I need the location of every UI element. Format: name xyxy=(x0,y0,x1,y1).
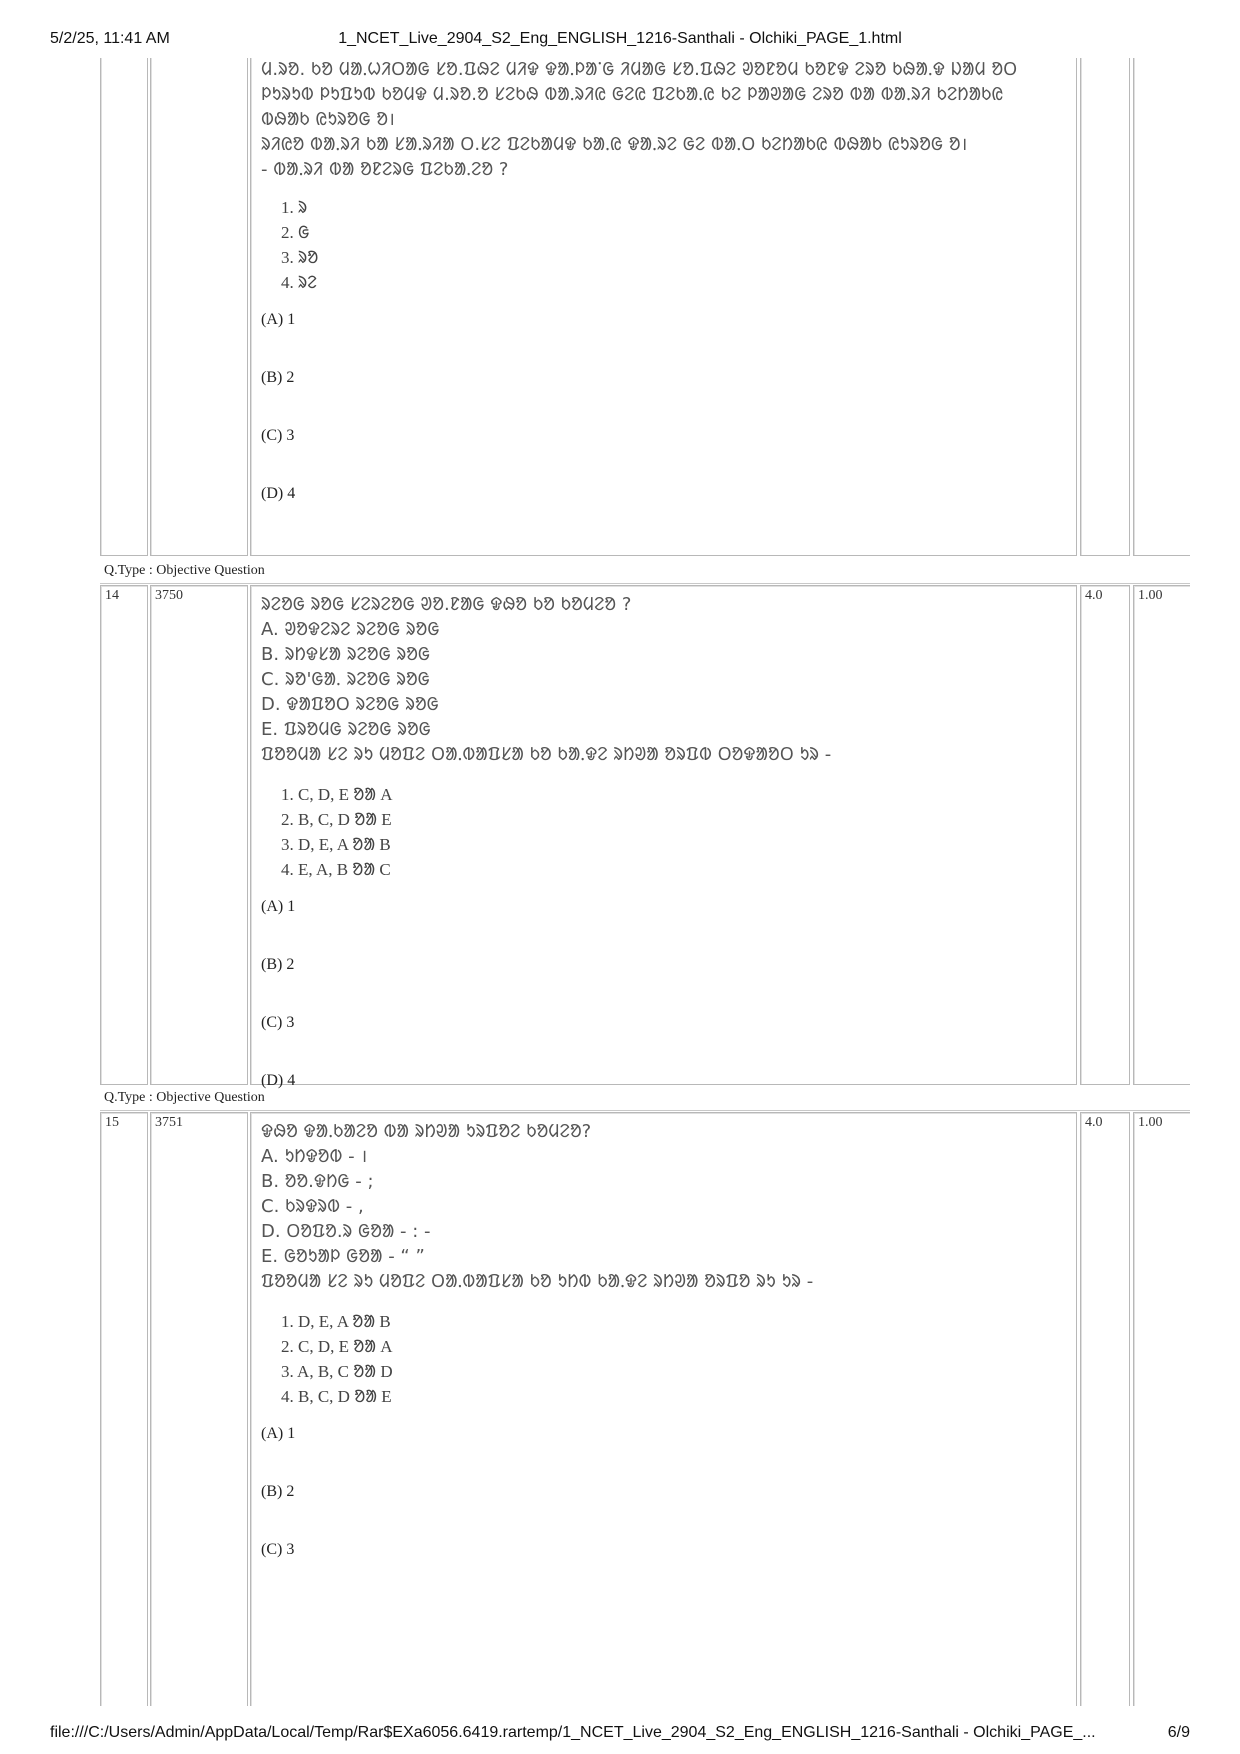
question-id: 3751 xyxy=(155,1115,183,1130)
print-footer xyxy=(0,1724,1240,1746)
question-text: ᱢ.ᱨᱚ. ᱠᱚ ᱢᱟᱹᱦᱤᱛᱟᱜ ᱥᱚ.ᱯᱷᱮ ᱢᱤᱫ ᱫᱟᱹᱞᱟᱸᱜ ᱤᱢᱟᱜ ᱥᱚ.ᱯᱷᱮ ᱣᱚᱱᱚᱢ ᱠᱚᱱᱫ ᱮᱨᱚ ᱠᱷᱟᱹᱫ ᱡᱟᱢ ᱚᱛ ᱞᱩᱨᱩᱵ ᱞᱩᱯᱩᱵ ᱠᱚᱢᱫ ᱢ.ᱨᱚ.ᱚ ᱥᱮᱠᱷ ᱵᱟᱹᱨᱤᱭ ᱜᱮᱭ ᱯᱮᱠᱟᱹᱭ ᱠᱮ ᱞᱟᱣᱟᱜ ᱮᱨᱚ ᱵᱟ ᱵᱟᱹᱨᱤ ᱠᱮᱴᱟᱠᱭ ᱵᱷᱟᱠ ᱭᱩᱨᱚᱜ ᱚ। ᱨᱤᱭᱚ ᱵᱟᱹᱨᱤ ᱠᱟ ᱥᱟᱹᱨᱤᱟ ᱛ.ᱥᱮ ᱯᱮᱠᱟᱢᱫ ᱠᱟᱹᱭ ᱫᱟᱹᱨᱮ ᱜᱮ ᱵᱟᱹᱛ ᱠᱮᱴᱟᱠᱭ ᱵᱷᱟᱠ ᱭᱩᱨᱚᱜ ᱚ। - ᱵᱟᱹᱨᱤ ᱵᱟ ᱚᱱᱮᱨᱜ ᱯᱮᱠᱟᱹᱮᱚ ? xyxy=(261,59,1018,180)
print-title: 1_NCET_Live_2904_S2_Eng_ENGLISH_1216-Santhali - Olchiki_PAGE_1.html xyxy=(338,30,902,47)
question-text: ᱨᱮᱚᱜ ᱨᱚᱜ ᱥᱮᱨᱮᱚᱜ ᱣᱚ.ᱱᱟᱜ ᱫᱷᱚ ᱠᱚ ᱠᱚᱢᱮᱚ ? A. ᱣᱚᱫᱮᱨᱮ ᱨᱮᱚᱜ ᱨᱚᱜ B. ᱨᱴᱫᱥᱟ ᱨᱮᱚᱜ ᱨᱚᱜ C. ᱨᱚ'ᱜᱟᱹ ᱨᱮᱚᱜ ᱨᱚᱜ D. ᱫᱟᱯᱚᱛ ᱨᱮᱚᱜ ᱨᱚᱜ E. ᱯᱨᱚᱢᱜ ᱨᱮᱚᱜ ᱨᱚᱜ ᱯᱚᱚᱢᱟ ᱥᱮ ᱨᱩ ᱢᱚᱯᱮ ᱛᱟᱹᱵᱟᱯᱥᱟ ᱠᱚ ᱠᱟᱹᱫᱮ ᱨᱴᱣᱟ ᱚᱨᱯᱵ ᱛᱚᱫᱟᱚᱛ ᱩᱨ - xyxy=(261,594,832,765)
question-sheet xyxy=(100,58,1190,1706)
question-number: 15 xyxy=(105,1115,119,1130)
question-body-cell xyxy=(250,58,1077,556)
question-15-row xyxy=(100,1112,1190,1706)
qid-cell xyxy=(150,1112,248,1706)
qid-cell xyxy=(150,58,248,556)
qnum-cell xyxy=(100,585,148,1085)
print-header xyxy=(0,30,1240,52)
question-options: 1. C, D, E ᱚᱟ A 2. B, C, D ᱚᱟ E 3. D, E, A ᱚᱟ B 4. E, A, B ᱚᱟ C xyxy=(281,785,393,879)
qtype-label: Q.Type : Objective Question xyxy=(104,1090,265,1105)
negative-value: 1.00 xyxy=(1138,588,1163,603)
qtype-label: Q.Type : Objective Question xyxy=(104,563,265,578)
answer-choices: (A) 1 (B) 2 (C) 3 xyxy=(261,1425,296,1558)
question-13-row xyxy=(100,58,1190,558)
marks-cell xyxy=(1080,585,1130,1085)
qid-cell xyxy=(150,585,248,1085)
question-text: ᱫᱷᱚ ᱫᱟᱹᱠᱟᱮᱚ ᱵᱟ ᱨᱴᱣᱟ ᱩᱨᱯᱚᱮ ᱠᱚᱢᱮᱚ? A. ᱩᱴᱫᱚᱵ - । B. ᱚᱚ.ᱫᱴᱜ - ; C. ᱠᱨᱫᱨᱵ - , D. ᱛᱚᱯᱚ.ᱨ ᱜᱚᱟ - : - E. ᱜᱚᱩᱟᱞ ᱜᱚᱟ - “ ” ᱯᱚᱚᱢᱟ ᱥᱮ ᱨᱩ ᱢᱚᱯᱮ ᱛᱟᱹᱵᱟᱯᱥᱟ ᱠᱚ ᱩᱴᱵ ᱠᱟᱹᱫᱮ ᱨᱴᱣᱟ ᱚᱨᱯᱚ ᱨᱩ ᱩᱨ - xyxy=(261,1121,814,1292)
row-divider xyxy=(100,583,1190,584)
file-path: file:///C:/Users/Admin/AppData/Local/Temp/Rar$EXa6056.6419.rartemp/1_NCET_Live_2904_S2_Eng_ENGLISH_1216-Santhali - Olchiki_PAGE_... xyxy=(50,1724,1096,1741)
negative-cell xyxy=(1133,1112,1190,1706)
qnum-cell xyxy=(100,58,148,556)
negative-cell xyxy=(1133,585,1190,1085)
row-divider xyxy=(100,1110,1190,1111)
marks-value: 4.0 xyxy=(1085,1115,1103,1130)
marks-value: 4.0 xyxy=(1085,588,1103,603)
page-number: 6/9 xyxy=(1167,1724,1190,1741)
question-number: 14 xyxy=(105,588,119,603)
answer-choices: (A) 1 (B) 2 (C) 3 (D) 4 xyxy=(261,311,296,502)
question-body-cell xyxy=(250,585,1077,1089)
negative-cell xyxy=(1133,58,1190,556)
qnum-cell xyxy=(100,1112,148,1706)
negative-value: 1.00 xyxy=(1138,1115,1163,1130)
question-options: 1. ᱨ 2. ᱜ 3. ᱨᱚ 4. ᱨᱮ xyxy=(281,198,319,292)
question-14-row xyxy=(100,585,1190,1089)
marks-cell xyxy=(1080,58,1130,556)
question-body-cell xyxy=(250,1112,1077,1706)
question-options: 1. D, E, A ᱚᱟ B 2. C, D, E ᱚᱟ A 3. A, B, C ᱚᱟ D 4. B, C, D ᱚᱟ E xyxy=(281,1312,393,1406)
marks-cell xyxy=(1080,1112,1130,1706)
print-datetime: 5/2/25, 11:41 AM xyxy=(50,30,170,47)
question-id: 3750 xyxy=(155,588,183,603)
answer-choices: (A) 1 (B) 2 (C) 3 (D) 4 xyxy=(261,898,296,1089)
